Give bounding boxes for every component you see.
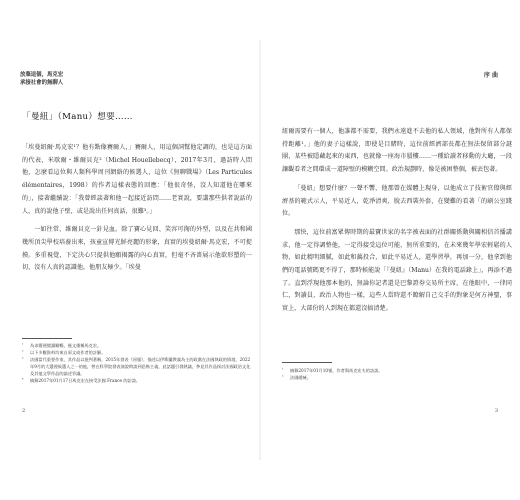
- footnote-text: 法國總統。: [290, 375, 311, 380]
- paragraph: 一如往常，維爾貝克一針見血。除了寶心見回、笑容可掬的外型，以及在共和國幾所頂尖學校培養出來，孩童宣傳光鮮亮麗的形象，真實的埃曼紐爾·馬克宏，不可捉摸。多重視覺，下定決心只提供他願揭露的內心真實，但毫不吝嗇展示他欲形塑的一切，沒有人真的認識他。他朋友極少。「埃曼: [22, 226, 252, 272]
- footnote: [22, 377, 254, 384]
- paragraph: 「曼紐」想要什麼？一聲不響，他那曾在媒體上現身，以他成立了技術官僚與經濟基的範式示人，平易近人，乾淨清爽，脫去西裝外套，在變難的看著「的刷公室踐位。: [282, 184, 512, 218]
- footnote: [22, 349, 254, 356]
- footnote-mark: ²: [282, 375, 284, 379]
- right-page: [260, 0, 520, 500]
- footnote-mark: ²: [22, 350, 24, 354]
- footnote-mark: ⁴: [22, 378, 24, 382]
- footnote: [22, 342, 254, 349]
- paragraph: 「埃曼紐爾·馬克宏¹？他有點像賽爾人，」賽爾人，用這個詞幫他定調的，也是這方面的代表，米歇爾・維爾貝克²（Michel Houellebecq），2017年3月，過訪時人問他，怎麼看這位與人類科學周刊網絡的候選人，這位《無聊戰場》（Les Particules élémentaires，1998）的作者這樣表態的回應：「他很奇怪，沒人知道他在哪來的」，接著繼續說：「我曾經談著和他一起接近訪問……老實說，要講那些供者說話的人，真的說他子壁，或是說出任何真話，很難³。」: [22, 144, 252, 215]
- footnote-mark: ¹: [22, 343, 24, 347]
- footnote-text: 以下多數資料均來自原文或作者的註解。: [30, 350, 106, 355]
- running-header: [484, 72, 498, 80]
- running-header-line: 放棄這個，馬克宏: [20, 72, 64, 78]
- footnotes: [22, 342, 254, 384]
- body-text: [22, 142, 252, 281]
- footnote: [22, 356, 254, 377]
- footnote-mark: ¹: [282, 368, 284, 372]
- footnote-text: 摘錄2017年01月17日馬克宏在接受法國 France 的訪談。: [30, 378, 141, 383]
- footnote-text: 摘錄2017年01月10號，作者與馬克宏夫的訪談。: [290, 368, 383, 373]
- footnote: [282, 367, 514, 374]
- running-header-line: 承接社會的無聊人: [20, 79, 64, 86]
- running-header: [20, 72, 63, 87]
- section-title: 「曼紐」（Manu）想要……: [22, 112, 133, 122]
- paragraph: 那快，這位前富眾傳時期的最寶世家的名字被表面的社群關係動與關相信首播講求，他一定得調整他，一定得接受這位可能，無所重要的，在未來幾年學宏輕鬆的人物，如此精明細膩，如此和藹投合，如此平易近人，還學習學，再加一分，他拿到他們的電話號碼更不得了，那時候能說「『曼紐』（Manu）在我的電話錄上」，再添不過了。直到浮現他那本他的，無論你記者還是巴黎證券交易所主席，在他眼中，一律同仁，對讀員，政治人物也一樣，這些人當時還不瞭解自己交手的對象是何方神聖，事實上，大部份的人到現在都還沒搞清楚。: [282, 228, 512, 313]
- footnote-mark: ³: [22, 357, 24, 361]
- footnote-text: 法國當代重要作家，其作品以批判著稱，2015年發表《屈服》，描述以伊斯蘭教義為主的政黨在法國執政的情境，2022年9月的大選裡候選人之一的他，曾在科學院發表演說時談到恐怖主義，此話題引發熱議，參見其作品探討法國政治文化及其他文學作品的論述爭議。: [30, 357, 251, 376]
- footnotes: [282, 367, 514, 381]
- footnote: [282, 374, 514, 381]
- running-header-line: 序 曲: [483, 72, 498, 79]
- footnote-separator: [22, 338, 72, 339]
- footnote-separator: [282, 362, 332, 363]
- footnote-text: 為求簡便閱讀順暢，後文僅稱馬克宏。: [30, 343, 102, 348]
- body-text: [282, 126, 512, 322]
- page-number: 3: [494, 408, 498, 414]
- page-number: 2: [22, 408, 26, 414]
- paragraph: 紐爾需要有一個人，他誰都不需要，我們永遠進不去他的私人領域，他對所有人都保持距離¹，」他的妻子這樣說，即使是目睹時，這位前經濟部長都在無法保留部分謎團，某些被隱藏起來的東西，也就像一座海市蜃樓……一種給讀者移動的大廳，一段讓觀看者之間環成一道障壁的模糊空間。政治規劃時，像是被困整個，被丟包著。: [282, 128, 512, 174]
